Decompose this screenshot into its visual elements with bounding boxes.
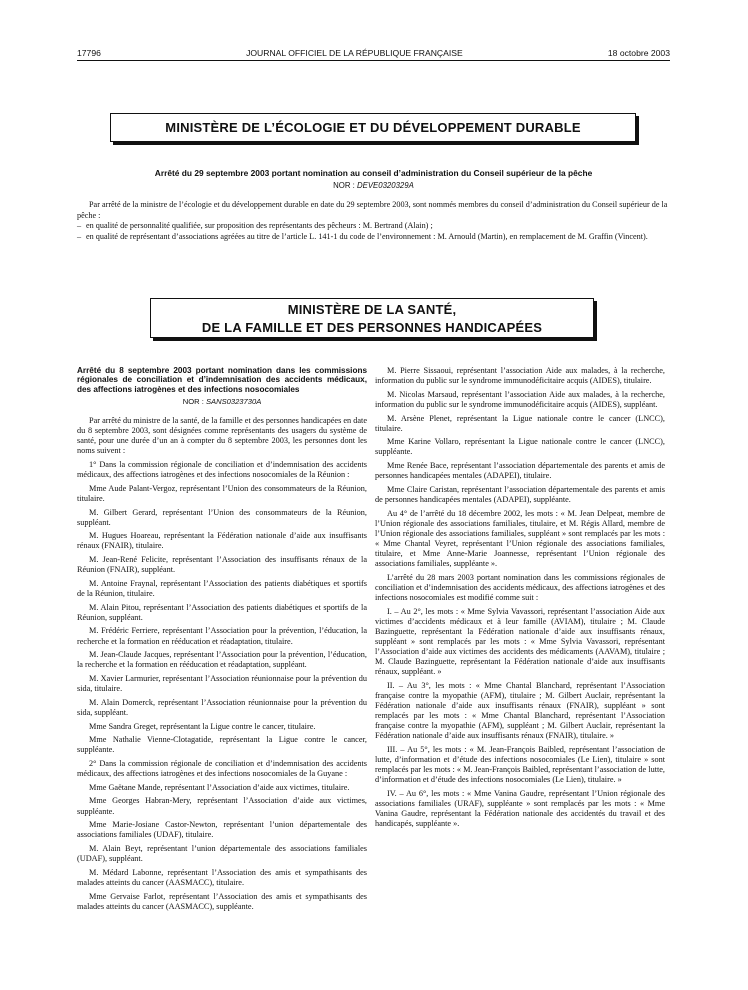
- paragraph: Mme Claire Caristan, représentant l’association départementale des parents et amis de personnes handicapées mentales (ADAPEI), suppléante.: [375, 484, 665, 504]
- paragraph: Mme Gervaise Farlot, représentant l’Association des amis et sympathisants des malades atteints du cancer (AASMACC), suppléante.: [77, 891, 367, 911]
- paragraph: Mme Renée Bace, représentant l’association départementale des parents et amis de personnes handicapées mentales (ADAPEI), titulaire.: [375, 461, 665, 481]
- paragraph: Mme Sandra Greget, représentant la Ligue contre le cancer, titulaire.: [89, 721, 316, 731]
- list-item: – en qualité de personnalité qualifiée, sur proposition des représentants des pêcheurs : M. Bertrand (Alain) ;: [77, 221, 433, 230]
- paragraph: L’arrêté du 28 mars 2003 portant nomination dans les commissions régionales de conciliation et d’indemnisation des accidents médicaux, des affections iatrogènes et des infections nosocomiales est modifié comme suit :: [375, 572, 665, 603]
- paragraph: M. Gilbert Gerard, représentant l’Union des consommateurs de la Réunion, suppléant.: [77, 507, 367, 527]
- page-number: 17796: [77, 48, 101, 58]
- paragraph: Mme Nathalie Vienne-Clotagatide, représentant la Ligue contre le cancer, suppléante.: [77, 735, 367, 755]
- paragraph: M. Alain Pitou, représentant l’Association des patients diabétiques et sportifs de la Réunion, suppléant.: [77, 602, 367, 622]
- nor-line-sante: [77, 397, 367, 407]
- paragraph: M. Hugues Hoareau, représentant la Fédération nationale d’aide aux insuffisants rénaux (FNAIR), titulaire.: [77, 531, 367, 551]
- arrete-peche-title: Arrêté du 29 septembre 2003 portant nomination au conseil d’administration du Conseil supérieur de la pêche: [154, 168, 593, 178]
- paragraph: M. Médard Labonne, représentant l’Association des amis et sympathisants des malades atteints du cancer (AASMACC), titulaire.: [77, 867, 367, 887]
- paragraph: Mme Marie-Josiane Castor-Newton, représentant l’union départementale des associations familiales (UDAF), titulaire.: [77, 820, 367, 840]
- paragraph: Au 4° de l’arrêté du 18 décembre 2002, les mots : « M. Jean Delpeat, membre de l’Union régionale des associations familiales, titulaire, et M. Régis Allard, membre de l’Union régionale des associations familiales, suppléant » sont remplacés par les mots : « Mme Chantal Veyret, représentant l’Union régionale des associations familiales, titulaire, et Mme Anne-Marie Joannesse, représentant l’Union régionale des associations familiales, suppléante ».: [375, 508, 665, 569]
- paragraph: III. – Au 5°, les mots : « M. Jean-François Baibled, représentant l’association de lutte, d’information et d’étude des infections nosocomiales (Le Lien), titulaire » sont remplacés par les mots : « M. Jean-François Baibled, représentant l’association de lutte, d’information et d’étude des infections nosocomiales (Le Lien), titulaire. »: [375, 745, 665, 785]
- paragraph: M. Arsène Plenet, représentant la Ligue nationale contre le cancer (LNCC), titulaire.: [375, 413, 665, 433]
- paragraph: M. Jean-Claude Jacques, représentant l’Association pour la prévention, l’éducation, la recherche et la formation en rééducation et réadaptation, suppléant.: [77, 650, 367, 670]
- paragraph: I. – Au 2°, les mots : « Mme Sylvia Vavassori, représentant l’association Aide aux victimes d’accidents médicaux et à leur famille (AVIAM), titulaire ; M. Claude Bazinguette, représentant la Fédération nationale d’aide aux insuffisants rénaux, suppléant » sont remplacés par les mots : « Mme Sylvia Vavassori, représentant l’Association d’aide aux victimes des accidents des médicaments (AAVAM), titulaire ; M. Claude Bazinguette, représentant la Fédération nationale d’aide aux insuffisants rénaux, suppléant. »: [375, 606, 665, 677]
- paragraph: Par arrêté du ministre de la santé, de la famille et des personnes handicapées en date du 8 septembre 2003, sont désignées comme représentants des usagers du système de santé, pour une durée d’un an à compter du 8 septembre 2003, les personnes dont les noms suivent :: [77, 415, 367, 456]
- paragraph: Par arrêté de la ministre de l’écologie et du développement durable en date du 29 septembre 2003, sont nommés membres du conseil d’administration du Conseil supérieur de la pêche :: [77, 200, 668, 220]
- paragraph: M. Alain Beyt, représentant l’union départementale des associations familiales (UDAF), suppléant.: [77, 844, 367, 864]
- journal-title: JOURNAL OFFICIEL DE LA RÉPUBLIQUE FRANÇAISE: [246, 48, 463, 58]
- paragraph: Mme Georges Habran-Mery, représentant l’Association d’aide aux victimes, suppléante.: [77, 796, 367, 816]
- paragraph: M. Frédéric Ferriere, représentant l’Association pour la prévention, l’éducation, la recherche et la formation en rééducation et réadaptation, titulaire.: [77, 626, 367, 646]
- arrete-sante-title: Arrêté du 8 septembre 2003 portant nomination dans les commissions régionales de conciliation et d’indemnisation des accidents médicaux, des affections iatrogènes et des infections nosocomiales: [77, 366, 367, 394]
- paragraph: Mme Karine Vollaro, représentant la Ligue nationale contre le cancer (LNCC), suppléante.: [375, 437, 665, 457]
- ministry-health-box: [150, 298, 594, 338]
- paragraph: M. Alain Domerck, représentant l’Association réunionnaise pour la prévention du sida, suppléant.: [77, 697, 367, 717]
- ministry-ecology-box: [110, 113, 636, 142]
- paragraph: IV. – Au 6°, les mots : « Mme Vanina Gaudre, représentant l’Union régionale des associations familiales (URAF), suppléante » sont remplacés par les mots : « Mme Vanina Gaudre, représentant la Fédération nationale des accidentés du travail et des handicapés, suppléante ».: [375, 789, 665, 829]
- nor-code: DEVE0320329A: [357, 181, 414, 190]
- left-column: [77, 366, 367, 915]
- right-paragraphs: [375, 366, 665, 829]
- nor-line-peche: [77, 181, 670, 190]
- paragraph: II. – Au 3°, les mots : « Mme Chantal Blanchard, représentant l’Association française contre la myopathie (AFM), titulaire ; M. Gilbert Auclair, représentant la Fédération nationale d’aide aux insuffisants rénaux (FNAIR), suppléant » sont remplacés par les mots : « Mme Chantal Blanchard, représentant l’Association française contre la myopathie (AFM), suppléant ; M. Gilbert Auclair, représentant la Fédération nationale d’aide aux insuffisants rénaux (FNAIR), titulaire. »: [375, 680, 665, 741]
- ministry-ecology-title: MINISTÈRE DE L’ÉCOLOGIE ET DU DÉVELOPPEMENT DURABLE: [165, 120, 581, 135]
- paragraph: M. Xavier Larmurier, représentant l’Association réunionnaise pour la prévention du sida, titulaire.: [77, 673, 367, 694]
- ministry-health-title-line1: MINISTÈRE DE LA SANTÉ,: [287, 302, 457, 317]
- nor-code: SANS0323730A: [205, 396, 262, 406]
- issue-date: 18 octobre 2003: [607, 48, 670, 58]
- paragraph: Mme Aude Palant-Vergoz, représentant l’Union des consommateurs de la Réunion, titulaire.: [77, 483, 367, 503]
- paragraph: M. Antoine Fraynal, représentant l’Association des patients diabétiques et sportifs de la Réunion, titulaire.: [77, 578, 367, 598]
- paragraph: 2° Dans la commission régionale de conciliation et d’indemnisation des accidents médicaux, des affections iatrogènes et des infections nosocomiales de la Guyane :: [77, 759, 367, 779]
- paragraph: 1° Dans la commission régionale de conciliation et d’indemnisation des accidents médicaux, des affections iatrogènes et des infections nosocomiales de la Réunion :: [77, 459, 367, 480]
- running-header: [77, 48, 670, 58]
- header-rule: [77, 60, 670, 61]
- paragraph: Mme Gaëtane Mande, représentant l’Association d’aide aux victimes, titulaire.: [89, 782, 350, 792]
- list-item: – en qualité de représentant d’associations agréées au titre de l’article L. 141-1 du code de l’environnement : M. Arnould (Martin), en remplacement de M. Graffin (Vincent).: [77, 231, 648, 241]
- arrete-peche-body: [77, 200, 670, 242]
- nor-label: NOR :: [182, 396, 204, 406]
- right-column: [375, 366, 665, 833]
- nor-label: NOR :: [333, 181, 355, 190]
- ministry-health-title-line2: DE LA FAMILLE ET DES PERSONNES HANDICAPÉES: [201, 320, 543, 335]
- paragraph: M. Jean-René Felicite, représentant l’Association des insuffisants rénaux de la Réunion (FNAIR), suppléant.: [77, 555, 367, 575]
- paragraph: M. Nicolas Marsaud, représentant l’association Aide aux malades, à la recherche, information du public sur le syndrome immunodéficitaire acquis (AIDES), suppléant.: [375, 389, 665, 409]
- left-paragraphs: [77, 416, 367, 912]
- paragraph: M. Pierre Sissaoui, représentant l’association Aide aux malades, à la recherche, information du public sur le syndrome immunodéficitaire acquis (AIDES), titulaire.: [375, 366, 665, 386]
